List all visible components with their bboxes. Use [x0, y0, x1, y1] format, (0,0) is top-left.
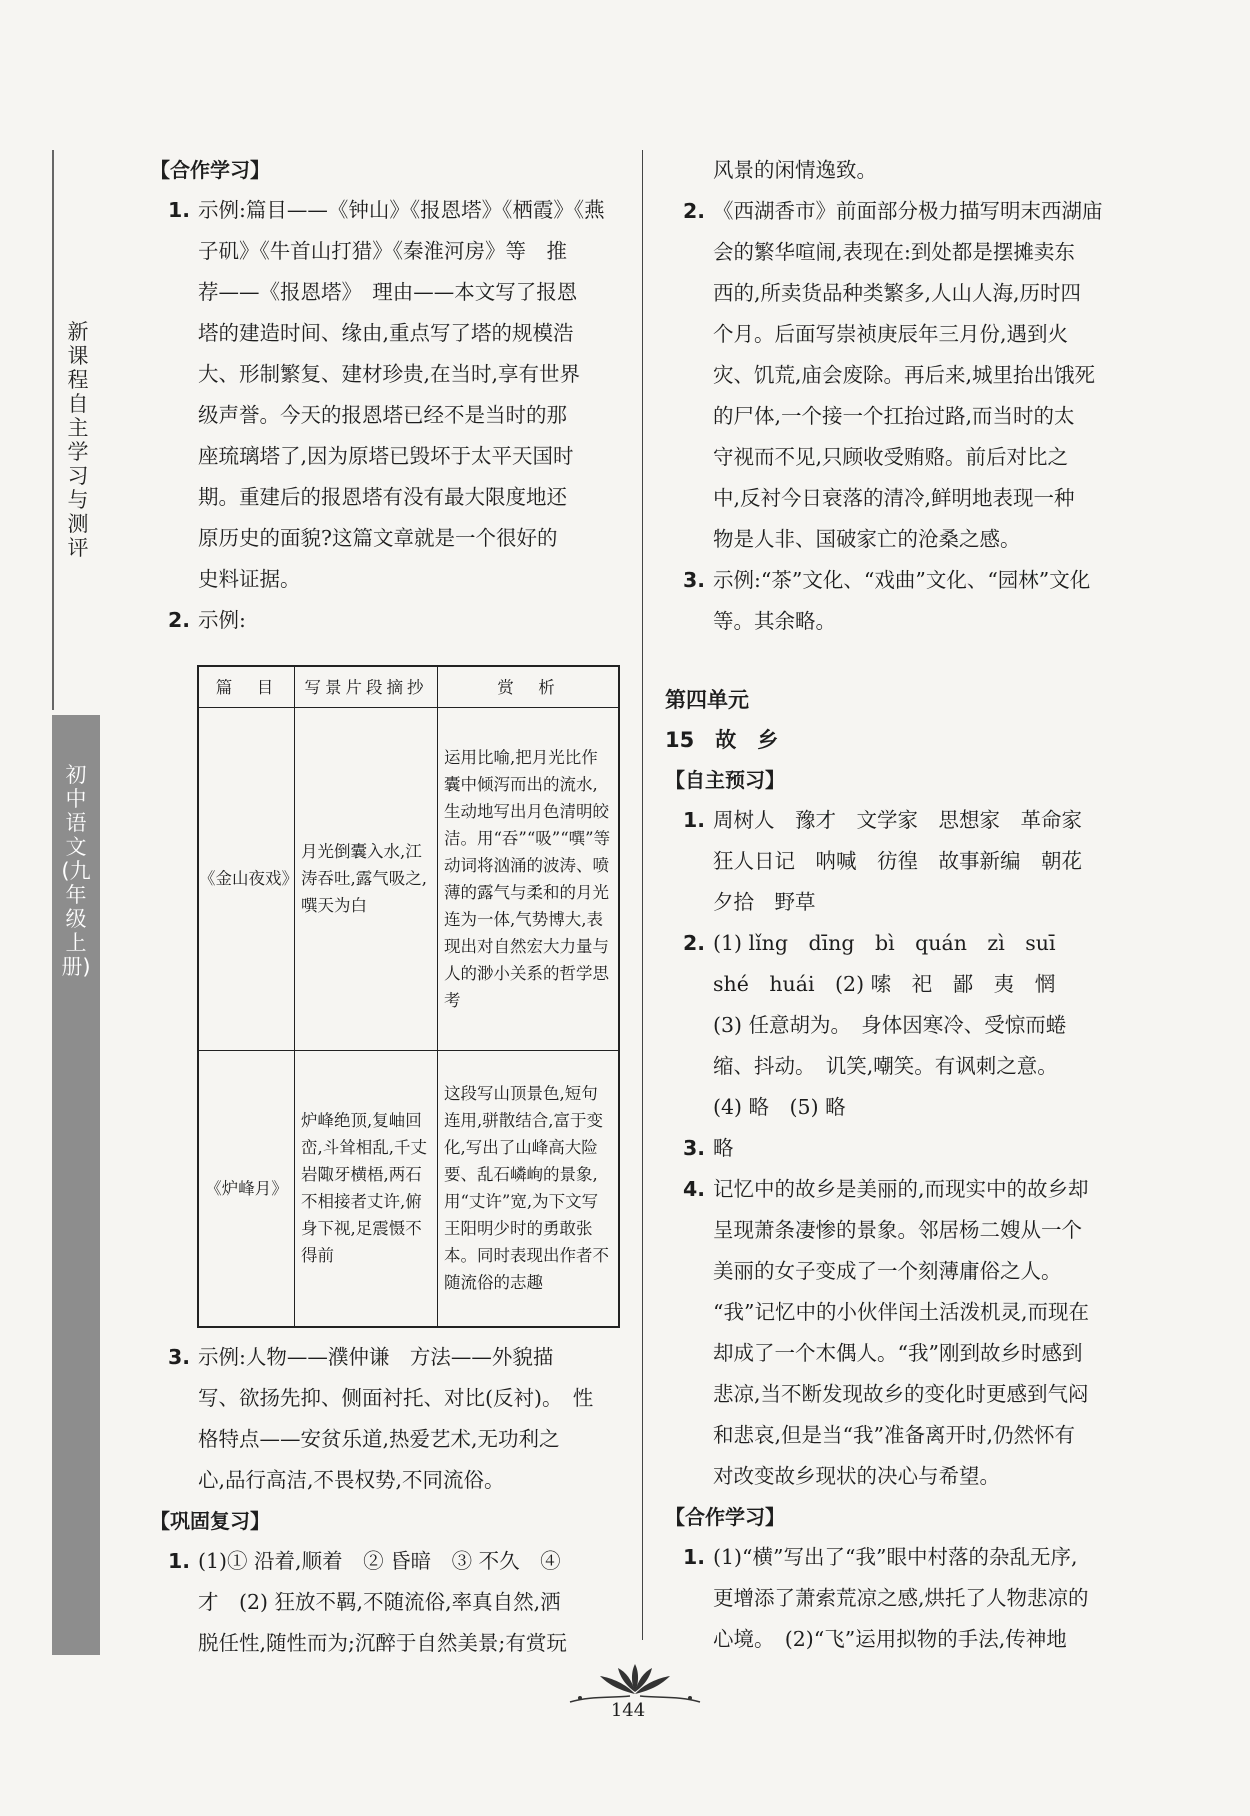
answer-number: 3. — [168, 1345, 191, 1369]
answer-line: 会的繁华喧闹,表现在:到处都是摆摊卖东 — [713, 240, 1075, 264]
answer-line: 示例:“茶”文化、“戏曲”文化、“园林”文化 — [713, 568, 1091, 592]
answer-line: 等。其余略。 — [713, 609, 836, 633]
answer-line: 期。重建后的报恩塔有没有最大限度地还 — [198, 485, 567, 509]
answer-line: 狂人日记 呐喊 彷徨 故事新编 朝花 — [713, 849, 1082, 873]
column-divider — [642, 150, 643, 1640]
example-table — [197, 665, 620, 1328]
answer-line: 子矶》《牛首山打猎》《秦淮河房》等 推 — [198, 239, 567, 263]
answer-line: “我”记忆中的小伙伴闰土活泼机灵,而现在 — [713, 1300, 1089, 1324]
answer-line: 心,品行高洁,不畏权势,不同流俗。 — [198, 1468, 505, 1492]
answer-line: 才 (2) 狂放不羁,不随流俗,率真自然,洒 — [198, 1590, 561, 1614]
table-header: 写景片段摘抄 — [295, 666, 438, 708]
table-cell-title: 《金山夜戏》 — [198, 708, 295, 1051]
answer-line: 个月。后面写崇祯庚辰年三月份,遇到火 — [713, 322, 1069, 346]
answer-line: 史料证据。 — [198, 567, 301, 591]
answer-line: 西的,所卖货品种类繁多,人山人海,历时四 — [713, 281, 1082, 305]
answer-line: 记忆中的故乡是美丽的,而现实中的故乡却 — [713, 1177, 1089, 1201]
answer-line: 的尸体,一个接一个扛抬过路,而当时的太 — [713, 404, 1075, 428]
unit-title: 第四单元 — [665, 688, 749, 712]
answer-line: 示例:篇目——《钟山》《报恩塔》《栖霞》《燕 — [198, 198, 605, 222]
answer-line: 写、欲扬先抑、侧面衬托、对比(反衬)。 性 — [198, 1386, 594, 1410]
answer-number: 1. — [168, 1549, 191, 1573]
page-number: 144 — [610, 1700, 646, 1721]
answer-line: (1)“横”写出了“我”眼中村落的杂乱无序, — [713, 1545, 1078, 1569]
table-cell-excerpt: 月光倒囊入水,江涛吞吐,露气吸之,噀天为白 — [295, 708, 438, 1051]
answer-2 — [150, 600, 625, 641]
table-header: 赏 析 — [438, 666, 620, 708]
left-column — [150, 150, 625, 641]
answer-line: 格特点——安贫乐道,热爱艺术,无功利之 — [198, 1427, 560, 1451]
preview-answer-2 — [665, 923, 1135, 1128]
section-heading-review: 【巩固复习】 — [150, 1509, 270, 1533]
answer-line: 荐——《报恩塔》 理由——本文写了报恩 — [198, 280, 578, 304]
answer-number: 4. — [683, 1177, 706, 1201]
answer-line: shé huái (2) 嗦 祀 鄙 夷 惘 — [713, 972, 1056, 996]
table-cell-excerpt: 炉峰绝顶,复岫回峦,斗耸相乱,千丈岩陬牙横梧,两石不相接者丈许,俯身下视,足震慑不得前 — [295, 1050, 438, 1327]
table-cell-title: 《炉峰月》 — [198, 1050, 295, 1327]
answer-line: 座琉璃塔了,因为原塔已毁坏于太平天国时 — [198, 444, 574, 468]
table-cell-analysis: 这段写山顶景色,短句连用,骈散结合,富于变化,写出了山峰高大险要、乱石嶙峋的景象,用“丈许”宽,为下文写王阳明少时的勇敢张本。同时表现出作者不随流俗的志趣 — [438, 1050, 620, 1327]
answer-number: 3. — [683, 568, 706, 592]
continuation-line: 风景的闲情逸致。 — [713, 158, 877, 182]
answer-line: 灾、饥荒,庙会废除。再后来,城里抬出饿死 — [713, 363, 1096, 387]
right-column — [665, 150, 1135, 1660]
preview-answer-3 — [665, 1128, 1135, 1169]
answer-number: 1. — [683, 1545, 706, 1569]
answer-line: (3) 任意胡为。 身体因寒冷、受惊而蜷 — [713, 1013, 1067, 1037]
section-heading-cooperative-2: 【合作学习】 — [665, 1505, 785, 1529]
answer-line: 对改变故乡现状的决心与希望。 — [713, 1464, 1000, 1488]
answer-number: 2. — [683, 931, 706, 955]
answer-line: 中,反衬今日衰落的清冷,鲜明地表现一种 — [713, 486, 1075, 510]
preview-answer-1 — [665, 800, 1135, 923]
section-heading-cooperative: 【合作学习】 — [150, 158, 270, 182]
answer-line: 缩、抖动。 讥笑,嘲笑。有讽刺之意。 — [713, 1054, 1058, 1078]
answer-line: (4) 略 (5) 略 — [713, 1095, 846, 1119]
subject-title: 初中语文(九年级上册) — [61, 763, 91, 979]
answer-line: (1) lǐng dīng bì quán zì suī — [713, 931, 1056, 955]
answer-line: 周树人 豫才 文学家 思想家 革命家 — [713, 808, 1082, 832]
preview-answer-4 — [665, 1169, 1135, 1497]
answer-3-right — [665, 560, 1135, 642]
answer-line: 夕拾 野草 — [713, 890, 816, 914]
answer-number: 1. — [168, 198, 191, 222]
answer-line: 心境。 (2)“飞”运用拟物的手法,传神地 — [713, 1627, 1067, 1651]
answer-line: 物是人非、国破家亡的沧桑之感。 — [713, 527, 1021, 551]
answer-line: 脱任性,随性而为;沉醉于自然美景;有赏玩 — [198, 1631, 567, 1655]
lesson-title: 15 故 乡 — [665, 728, 779, 752]
answer-number: 3. — [683, 1136, 706, 1160]
answer-line: 塔的建造时间、缘由,重点写了塔的规模浩 — [198, 321, 574, 345]
series-title: 新课程自主学习与测评 — [67, 320, 89, 560]
answer-3 — [150, 1337, 625, 1501]
answer-1 — [150, 190, 625, 600]
table-row — [198, 1050, 619, 1327]
answer-line: 略 — [713, 1136, 734, 1160]
table-header: 篇 目 — [198, 666, 295, 708]
answer-line: 示例: — [198, 608, 246, 632]
review-answer-1 — [150, 1541, 625, 1664]
answer-line: 守视而不见,只顾收受贿赂。前后对比之 — [713, 445, 1069, 469]
table-row — [198, 708, 619, 1051]
answer-line: 却成了一个木偶人。“我”刚到故乡时感到 — [713, 1341, 1083, 1365]
section-heading-preview: 【自主预习】 — [665, 768, 785, 792]
answer-line: 《西湖香市》前面部分极力描写明末西湖庙 — [713, 199, 1103, 223]
answer-line: 级声誉。今天的报恩塔已经不是当时的那 — [198, 403, 567, 427]
answer-line: 更增添了萧索荒凉之感,烘托了人物悲凉的 — [713, 1586, 1089, 1610]
answer-line: 美丽的女子变成了一个刻薄庸俗之人。 — [713, 1259, 1062, 1283]
table-header-row — [198, 666, 619, 708]
answer-line: 原历史的面貌?这篇文章就是一个很好的 — [198, 526, 558, 550]
answer-line: 大、形制繁复、建材珍贵,在当时,享有世界 — [198, 362, 581, 386]
answer-line: 呈现萧条凄惨的景象。邻居杨二嫂从一个 — [713, 1218, 1082, 1242]
coop-answer-1 — [665, 1537, 1135, 1660]
sidebar-series — [52, 150, 102, 710]
answer-line: (1)① 沿着,顺着 ② 昏暗 ③ 不久 ④ — [198, 1549, 561, 1573]
answer-number: 2. — [683, 199, 706, 223]
answer-2-right — [665, 191, 1135, 560]
answer-line: 示例:人物——濮仲谦 方法——外貌描 — [198, 1345, 554, 1369]
answer-number: 1. — [683, 808, 706, 832]
table-cell-analysis: 运用比喻,把月光比作囊中倾泻而出的流水,生动地写出月色清明皎洁。用“吞”“吸”“噀”等动词将汹涌的波涛、喷薄的露气与柔和的月光连为一体,气势博大,表现出对自然宏大力量与人的渺小关系的哲学思考 — [438, 708, 620, 1051]
answer-line: 和悲哀,但是当“我”准备离开时,仍然怀有 — [713, 1423, 1075, 1447]
answer-line: 悲凉,当不断发现故乡的变化时更感到气闷 — [713, 1382, 1089, 1406]
answer-number: 2. — [168, 608, 191, 632]
left-column-lower — [150, 1337, 625, 1664]
sidebar-subject — [52, 715, 100, 1655]
